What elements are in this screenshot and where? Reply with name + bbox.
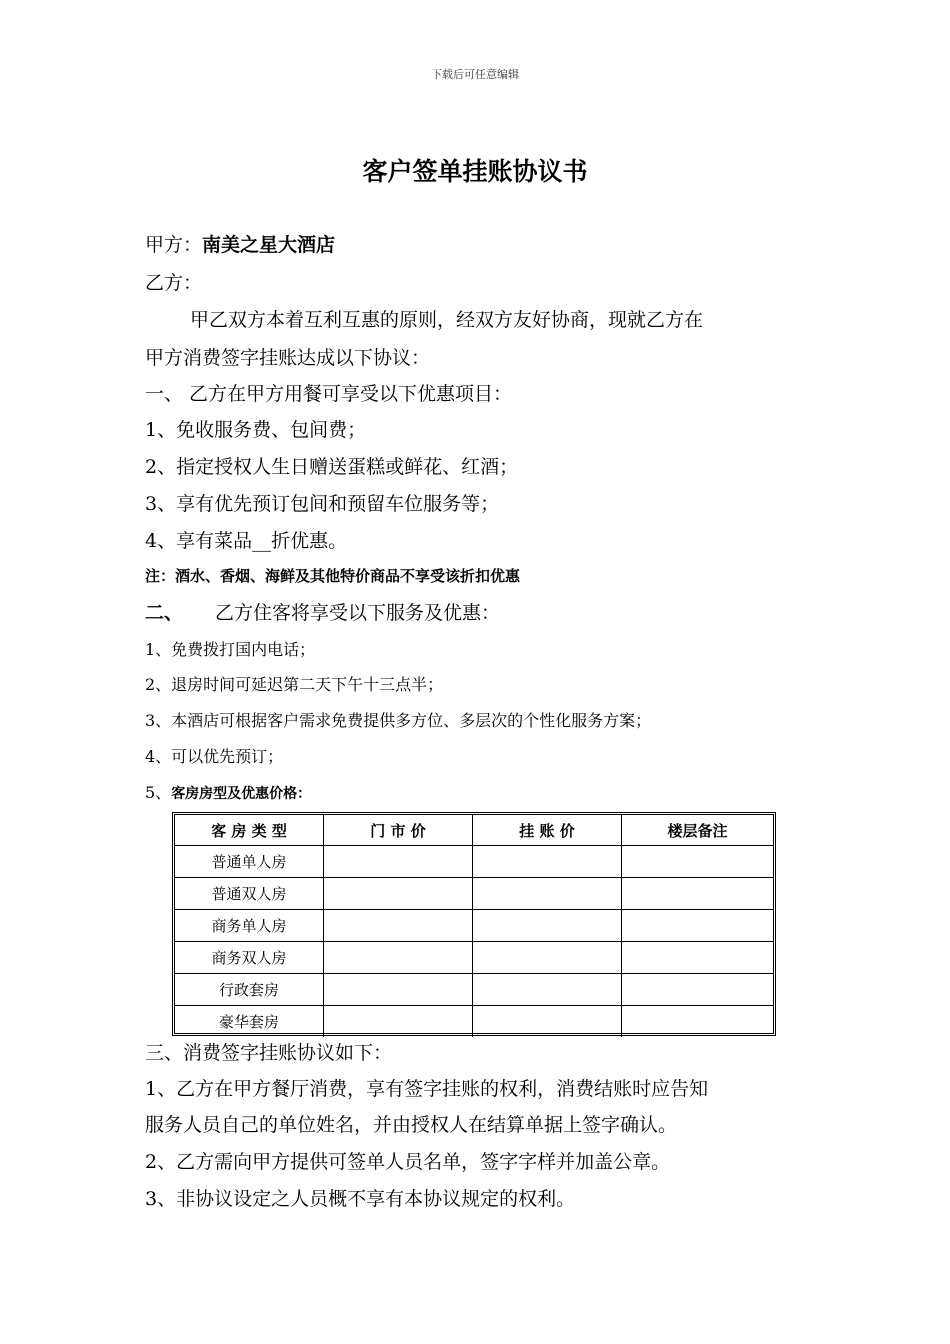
- intro-line-1: 甲乙双方本着互利互惠的原则，经双方友好协商，现就乙方在: [190, 309, 704, 331]
- account-rate-cell: [473, 846, 622, 878]
- section2-item-2: 2、退房时间可延迟第二天下午十三点半；: [145, 675, 444, 694]
- section3-item-1-line-2: 服务人员自己的单位姓名，并由授权人在结算单据上签字确认。: [145, 1114, 678, 1136]
- table-row: [175, 942, 773, 974]
- floor-notes-cell: [622, 974, 774, 1006]
- room-type-cell: 普通双人房: [175, 878, 324, 910]
- party-a-label: 甲方：: [145, 234, 203, 256]
- header-floor-notes: 楼层备注: [622, 815, 774, 846]
- section2-item-1: 1、免费拨打国内电话；: [145, 640, 316, 659]
- table-row: [175, 1006, 773, 1038]
- room-type-cell: 行政套房: [175, 974, 324, 1006]
- floor-notes-cell: [622, 878, 774, 910]
- rack-rate-cell: [324, 910, 473, 942]
- account-rate-cell: [473, 878, 622, 910]
- section3-item-3: 3、非协议设定之人员概不享有本协议规定的权利。: [145, 1188, 576, 1210]
- party-a-line: [145, 230, 335, 257]
- section2-item-5: [145, 780, 311, 803]
- section1-item-3: 3、享有优先预订包间和预留车位服务等；: [145, 493, 500, 515]
- section1-heading: 一、 乙方在甲方用餐可享受以下优惠项目：: [145, 383, 513, 405]
- table-row: [175, 910, 773, 942]
- section3-item-1-line-1: 1、乙方在甲方餐厅消费，享有签字挂账的权利，消费结账时应告知: [145, 1078, 709, 1100]
- intro-line-2: 甲方消费签字挂账达成以下协议：: [145, 347, 431, 369]
- party-b-label: 乙方：: [145, 272, 203, 294]
- section2-item-4: 4、可以优先预订；: [145, 747, 284, 766]
- room-type-cell: 商务单人房: [175, 910, 324, 942]
- section1-item-4: 4、享有菜品__折优惠。: [145, 530, 348, 552]
- section3-item-2: 2、乙方需向甲方提供可签单人员名单，签字字样并加盖公章。: [145, 1151, 671, 1173]
- header-room-type: 客 房 类 型: [175, 815, 324, 846]
- header-account-rate: 挂 账 价: [473, 815, 622, 846]
- room-price-label: 客房房型及优惠价格：: [171, 786, 312, 802]
- section1-item-1: 1、免收服务费、包间费；: [145, 419, 367, 441]
- rack-rate-cell: [324, 878, 473, 910]
- rack-rate-cell: [324, 942, 473, 974]
- section2-heading: [145, 598, 500, 625]
- table-row: [175, 878, 773, 910]
- section2-heading-text: 乙方住客将享受以下服务及优惠：: [215, 602, 501, 624]
- room-type-cell: 普通单人房: [175, 846, 324, 878]
- table-row: [175, 846, 773, 878]
- discount-note: 注：酒水、香烟、海鲜及其他特价商品不享受该折扣优惠: [145, 567, 521, 585]
- room-type-cell: 商务双人房: [175, 942, 324, 974]
- section2-item-3: 3、本酒店可根据客户需求免费提供多方位、多层次的个性化服务方案；: [145, 711, 652, 730]
- floor-notes-cell: [622, 1006, 774, 1038]
- account-rate-cell: [473, 1006, 622, 1038]
- floor-notes-cell: [622, 910, 774, 942]
- room-type-cell: 豪华套房: [175, 1006, 324, 1038]
- floor-notes-cell: [622, 846, 774, 878]
- account-rate-cell: [473, 974, 622, 1006]
- table-row: [175, 974, 773, 1006]
- party-a-name: 南美之星大酒店: [202, 234, 336, 256]
- header-rack-rate: 门 市 价: [324, 815, 473, 846]
- document-title: 客户签单挂账协议书: [362, 157, 588, 186]
- rack-rate-cell: [324, 1006, 473, 1038]
- room-price-table: [172, 812, 776, 1036]
- account-rate-cell: [473, 942, 622, 974]
- section2-item-5-number: 5、: [145, 783, 172, 802]
- table-header-row: [175, 815, 773, 846]
- floor-notes-cell: [622, 942, 774, 974]
- rack-rate-cell: [324, 974, 473, 1006]
- account-rate-cell: [473, 910, 622, 942]
- page-header: 下载后可任意编辑: [431, 68, 519, 81]
- section1-item-2: 2、指定授权人生日赠送蛋糕或鲜花、红酒；: [145, 456, 519, 478]
- section2-number: 二、: [145, 602, 184, 624]
- rack-rate-cell: [324, 846, 473, 878]
- section3-heading: 三、消费签字挂账协议如下：: [145, 1042, 393, 1064]
